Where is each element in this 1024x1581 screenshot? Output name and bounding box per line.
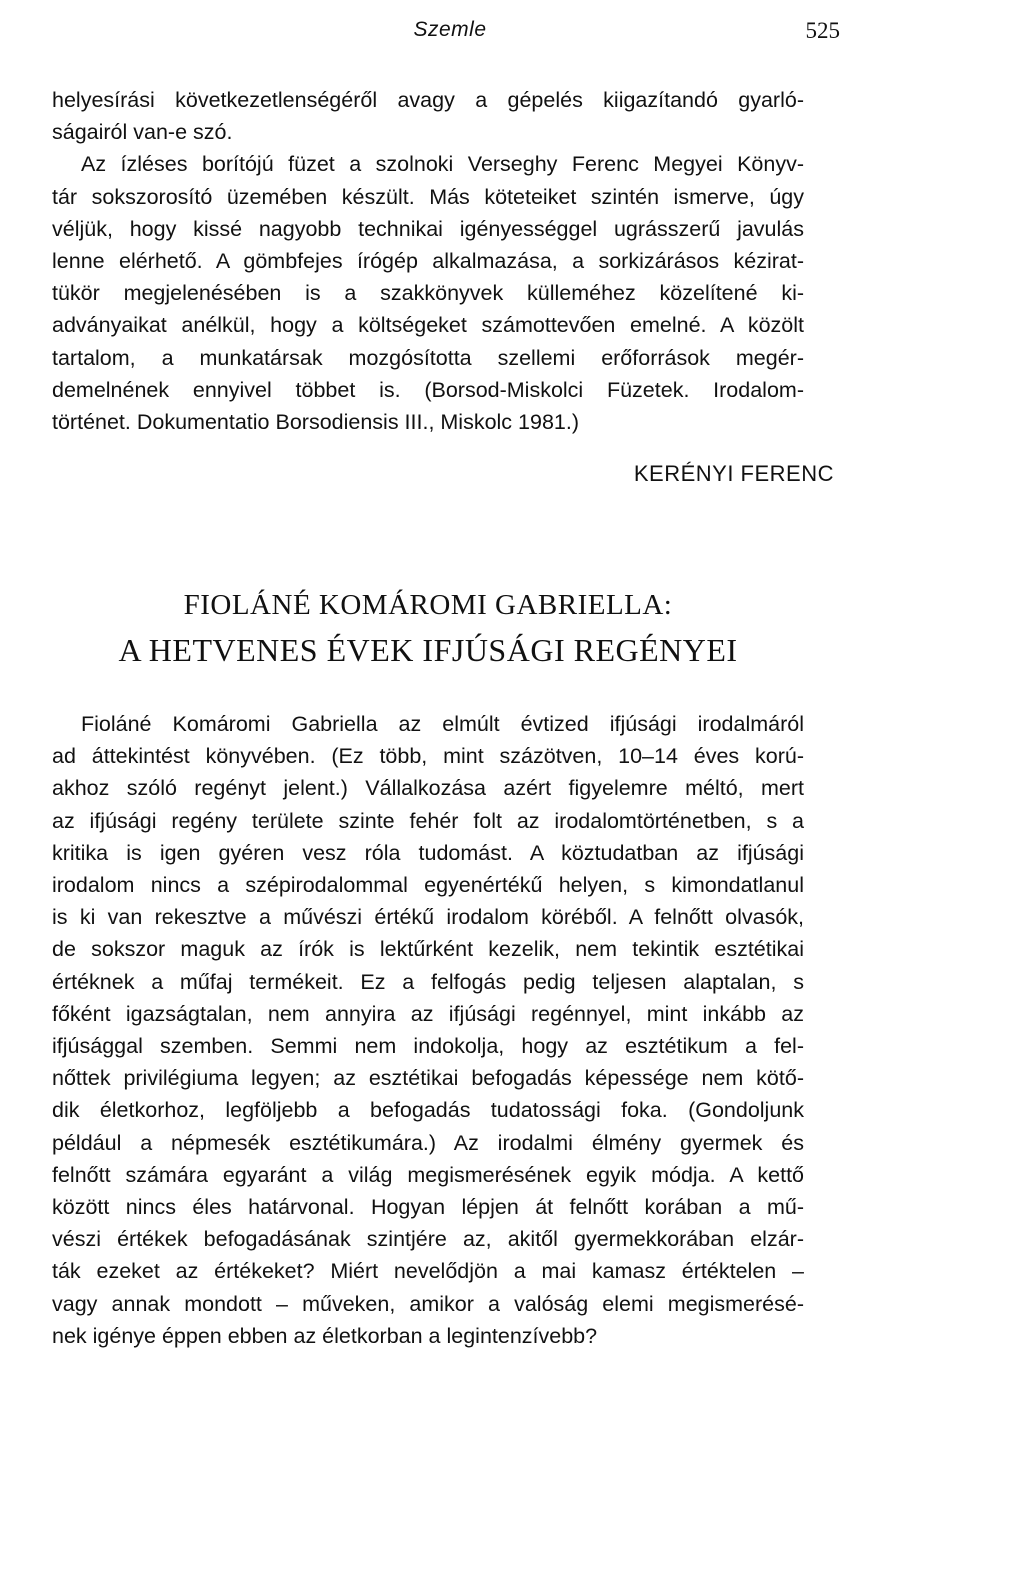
- text-line: tartalom, a munkatársak mozgósította szellemi erőforrások megér-: [52, 345, 804, 370]
- text-line: történet. Dokumentatio Borsodiensis III., Miskolc 1981.): [52, 410, 579, 435]
- previous-review-text: [52, 84, 804, 438]
- text-line: irodalom nincs a szépirodalommal egyenértékű helyen, s kimondatlanul: [52, 873, 804, 898]
- review-text: [52, 708, 804, 1352]
- text-line: ták ezeket az értékeket? Miért nevelődjön a mai kamasz értéktelen –: [52, 1259, 804, 1284]
- text-line: is ki van rekesztve a művészi értékű irodalom köréből. A felnőtt olvasók,: [52, 905, 804, 930]
- text-line: helyesírási következetlenségéről avagy a gépelés kiigazítandó gyarló-: [52, 88, 804, 112]
- text-line: között nincs éles határvonal. Hogyan lépjen át felnőtt korában a mű-: [52, 1195, 804, 1220]
- text-line: az ifjúsági regény területe szinte fehér folt az irodalomtörténetben, s a: [52, 808, 804, 833]
- text-line: nek igénye éppen ebben az életkorban a legintenzívebb?: [52, 1323, 598, 1348]
- text-line: kritika is igen gyéren vesz róla tudomást. A köztudatban az ifjúsági: [52, 840, 804, 865]
- reviewer-signature: KERÉNYI FERENC: [633, 461, 834, 486]
- running-head-title: Szemle: [413, 18, 487, 41]
- review-author-heading: FIOLÁNÉ KOMÁROMI GABRIELLA:: [183, 589, 673, 621]
- text-line: véljük, hogy kissé nagyobb technikai igényességgel ugrásszerű javulás: [52, 216, 804, 241]
- review-heading: [52, 586, 804, 672]
- text-line: felnőtt számára egyaránt a világ megismerésének egyik módja. A kettő: [52, 1162, 804, 1187]
- text-line: nőttek privilégiuma legyen; az esztétikai befogadás képessége nem kötő-: [52, 1066, 804, 1091]
- text-line: de sokszor maguk az írók is lektűrként kezelik, nem tekintik esztétikai: [52, 937, 804, 962]
- text-line: ifjúsággal szemben. Semmi nem indokolja, hogy az esztétikum a fel-: [52, 1034, 804, 1059]
- text-line: adványaikat anélkül, hogy a költségeket számottevően emelné. A közölt: [52, 313, 804, 338]
- text-line: vagy annak mondott – műveken, amikor a valóság elemi megismerésé-: [52, 1291, 804, 1316]
- running-header: [0, 16, 1024, 52]
- text-line: ságairól van-e szó.: [52, 120, 233, 145]
- review-book-title: A HETVENES ÉVEK IFJÚSÁGI REGÉNYEI: [118, 632, 738, 668]
- text-line: Fioláné Komáromi Gabriella az elmúlt évtized ifjúsági irodalmáról: [81, 712, 804, 736]
- text-line: demelnének ennyivel többet is. (Borsod-Miskolci Füzetek. Irodalom-: [52, 377, 804, 402]
- text-line: Az ízléses borítójú füzet a szolnoki Verseghy Ferenc Megyei Könyv-: [81, 152, 804, 177]
- text-line: tükör megjelenésében is a szakkönyvek külleméhez közelítené ki-: [52, 281, 804, 306]
- text-line: tár sokszorosító üzemében készült. Más köteteiket szintén ismerve, úgy: [52, 184, 804, 209]
- text-line: főként igazságtalan, nem annyira az ifjúsági regénnyel, mint inkább az: [52, 1001, 804, 1026]
- text-line: dik életkorhoz, legföljebb a befogadás tudatossági foka. (Gondoljunk: [52, 1098, 804, 1123]
- text-line: vészi értékek befogadásának szintjére az, akitől gyermekkorában elzár-: [52, 1227, 804, 1252]
- text-line: lenne elérhető. A gömbfejes írógép alkalmazása, a sorkizárásos kézirat-: [52, 249, 804, 274]
- text-line: akhoz szóló regényt jelent.) Vállalkozása azért figyelemre méltó, mert: [52, 776, 804, 801]
- page-number: 525: [805, 18, 840, 43]
- text-line: ad áttekintést könyvében. (Ez több, mint százötven, 10–14 éves korú-: [52, 744, 804, 769]
- text-line: értéknek a műfaj termékeit. Ez a felfogás pedig teljesen alaptalan, s: [52, 969, 804, 994]
- text-line: például a népmesék esztétikumára.) Az irodalmi élmény gyermek és: [52, 1130, 804, 1155]
